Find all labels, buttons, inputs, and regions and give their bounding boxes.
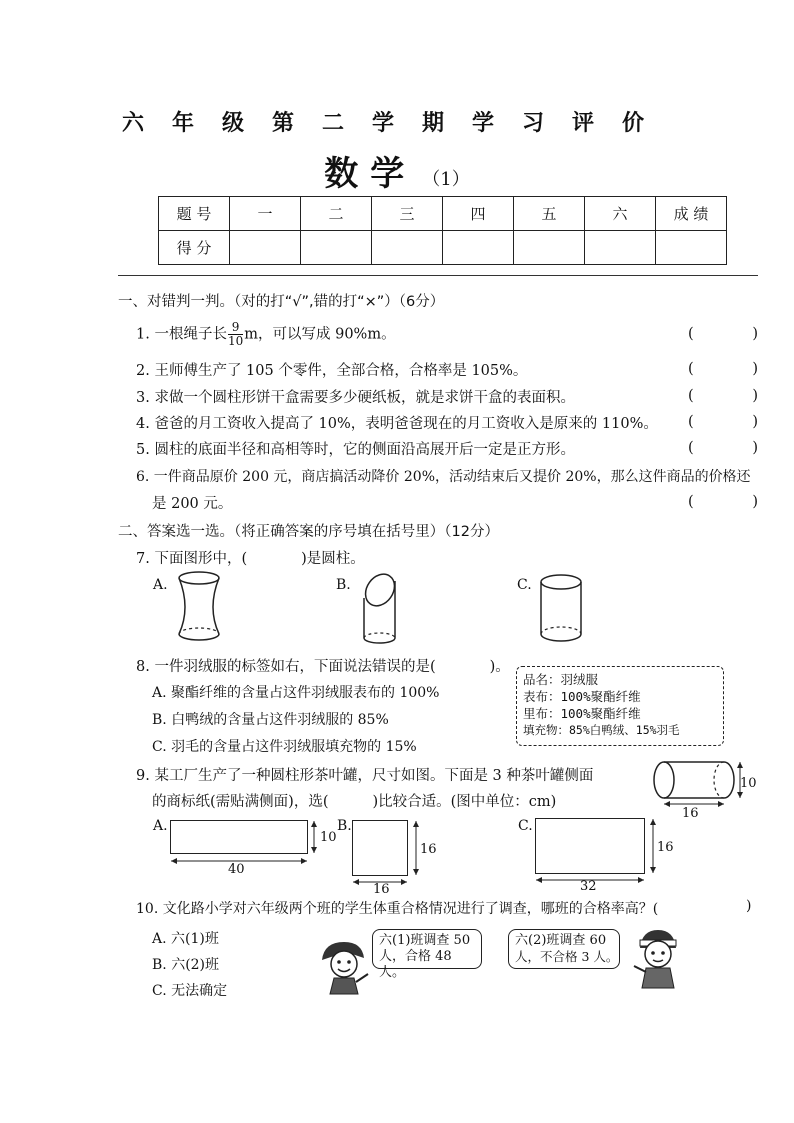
score-header-cell: 一 [230, 197, 301, 231]
page-title: 六年级第二学期学习评价 [121, 111, 672, 136]
bracket-close: ) [752, 326, 758, 342]
tea-can-figure [650, 760, 750, 822]
rect-b-height-label: 16 [420, 842, 437, 857]
question-4: 4. 爸爸的月工资收入提高了 10%，表明爸爸现在的月工资收入是原来的 110%。 [136, 416, 658, 432]
bracket-open: ( [688, 388, 694, 404]
speech-bubble-class1 [372, 929, 482, 980]
question-7 [136, 547, 365, 568]
q10-option-a: A. 六(1)班 [152, 931, 219, 947]
fraction-denominator: 10 [227, 334, 244, 348]
q9-option-a-label: A. [153, 818, 168, 834]
q10-bracket-close: ) [746, 898, 752, 914]
subject-name: 数学 [324, 154, 417, 194]
score-header-cell: 三 [372, 197, 443, 231]
q10-option-c: C. 无法确定 [152, 983, 228, 999]
section1-heading: 一、对错判一判。（对的打“√”,错的打“×”）（6分） [118, 294, 445, 310]
q8-option-a: A. 聚酯纤维的含量占这件羽绒服表布的 100% [152, 685, 440, 701]
cartoon-boy-icon [312, 936, 372, 996]
score-header-cell: 成 绩 [656, 197, 727, 231]
q9-option-c-label: C. [518, 818, 533, 834]
label-line: 表布：100%聚酯纤维 [523, 689, 641, 704]
option-a-dimensions [170, 820, 330, 870]
q7-option-b-label: B. [336, 577, 351, 593]
score-input-cell[interactable] [372, 231, 443, 265]
bracket-close: ) [752, 388, 758, 404]
bubble-line: 六(2)班调查 60 [515, 933, 607, 948]
question-2: 2. 王师傅生产了 105 个零件，全部合格，合格率是 105%。 [136, 363, 528, 379]
q9-prefix: 的商标纸(需贴满侧面)，选( [152, 794, 329, 810]
q8-option-b: B. 白鸭绒的含量占这件羽绒服的 85% [152, 712, 389, 728]
bracket-close: ) [752, 494, 758, 510]
bracket-close: ) [752, 414, 758, 430]
answer-bracket-2[interactable] [688, 361, 758, 377]
hourglass-shape-figure[interactable] [172, 570, 226, 646]
question-6-line2: 是 200 元。 [152, 496, 233, 512]
slanted-cylinder-figure[interactable] [355, 568, 405, 648]
can-height-label: 10 [740, 776, 757, 791]
clothing-label [516, 666, 724, 746]
rect-c-height-label: 16 [657, 840, 674, 855]
score-header-cell: 五 [514, 197, 585, 231]
score-input-cell[interactable] [443, 231, 514, 265]
answer-bracket-5[interactable] [688, 440, 758, 456]
answer-bracket-6[interactable] [688, 494, 758, 510]
score-input-cell[interactable] [301, 231, 372, 265]
divider [118, 275, 758, 276]
cylinder-figure[interactable] [535, 572, 589, 648]
option-c-dimensions [535, 818, 665, 888]
score-table [158, 196, 727, 265]
q1-suffix: m，可以写成 90%m。 [244, 326, 396, 343]
score-header-cell: 四 [443, 197, 514, 231]
q7-suffix: )是圆柱。 [301, 551, 365, 567]
answer-bracket-3[interactable] [688, 388, 758, 404]
answer-bracket-4[interactable] [688, 414, 758, 430]
rect-a-width-label: 40 [228, 862, 245, 877]
q1-prefix: 1. 一根绳子长 [136, 326, 227, 343]
score-header-cell: 六 [585, 197, 656, 231]
bracket-open: ( [688, 326, 694, 342]
label-line: 品名：羽绒服 [523, 672, 599, 687]
speech-bubble-class2 [508, 929, 620, 969]
answer-bracket-1[interactable] [688, 326, 758, 342]
score-input-cell[interactable] [514, 231, 585, 265]
rect-a-height-label: 10 [320, 830, 337, 845]
question-5: 5. 圆柱的底面半径和高相等时，它的侧面沿高展开后一定是正方形。 [136, 442, 575, 458]
question-6-line1: 6. 一件商品原价 200 元，商店搞活动降价 20%，活动结束后又提价 20%，那么这件商品的价格还 [136, 469, 751, 485]
score-table-header-row [159, 197, 727, 231]
question-1 [136, 321, 396, 348]
q10-option-b: B. 六(2)班 [152, 957, 220, 973]
bracket-close: ) [752, 361, 758, 377]
bubble-line: 六(1)班调查 50 [379, 933, 471, 948]
q8-prefix: 8. 一件羽绒服的标签如右，下面说法错误的是( [136, 659, 436, 675]
bracket-open: ( [688, 494, 694, 510]
rect-b-width-label: 16 [373, 882, 390, 897]
score-row-label: 得 分 [159, 231, 230, 265]
can-width-label: 16 [682, 806, 699, 821]
fraction [228, 321, 243, 348]
q7-prefix: 7. 下面图形中，( [136, 551, 248, 567]
question-8 [136, 655, 510, 676]
bracket-open: ( [688, 440, 694, 456]
label-line: 里布：100%聚酯纤维 [523, 706, 641, 721]
question-10: 10. 文化路小学对六年级两个班的学生体重合格情况进行了调查，哪班的合格率高？( [136, 901, 659, 917]
bracket-open: ( [688, 414, 694, 430]
fraction-numerator: 9 [228, 321, 243, 335]
q9-option-b-label: B. [337, 818, 352, 834]
label-line: 填充物：85%白鸭绒、15%羽毛 [523, 723, 680, 737]
q7-option-a-label: A. [153, 577, 168, 593]
rect-c-width-label: 32 [580, 879, 597, 894]
question-9-line1: 9. 某工厂生产了一种圆柱形茶叶罐，尺寸如图。下面是 3 种茶叶罐侧面 [136, 768, 594, 784]
q7-option-c-label: C. [517, 577, 532, 593]
subject-title [0, 146, 794, 195]
score-input-cell[interactable] [230, 231, 301, 265]
q8-option-c: C. 羽毛的含量占这件羽绒服填充物的 15% [152, 739, 417, 755]
q8-suffix: )。 [489, 659, 510, 675]
score-input-cell[interactable] [656, 231, 727, 265]
score-header-cell: 题 号 [159, 197, 230, 231]
question-3: 3. 求做一个圆柱形饼干盒需要多少硬纸板，就是求饼干盒的表面积。 [136, 390, 575, 406]
cartoon-girl-icon [626, 926, 686, 990]
bubble-line: 人，合格 48 人。 [379, 949, 452, 980]
bracket-open: ( [688, 361, 694, 377]
bubble-line: 人，不合格 3 人。 [515, 949, 619, 964]
bracket-close: ) [752, 440, 758, 456]
score-input-cell[interactable] [585, 231, 656, 265]
volume-number: （1） [422, 169, 470, 190]
question-9-line2 [152, 790, 556, 811]
score-header-cell: 二 [301, 197, 372, 231]
section2-heading: 二、答案选一选。（将正确答案的序号填在括号里）（12分） [118, 524, 499, 540]
q9-suffix: )比较合适。(图中单位：cm) [372, 794, 557, 810]
score-table-score-row [159, 231, 727, 265]
